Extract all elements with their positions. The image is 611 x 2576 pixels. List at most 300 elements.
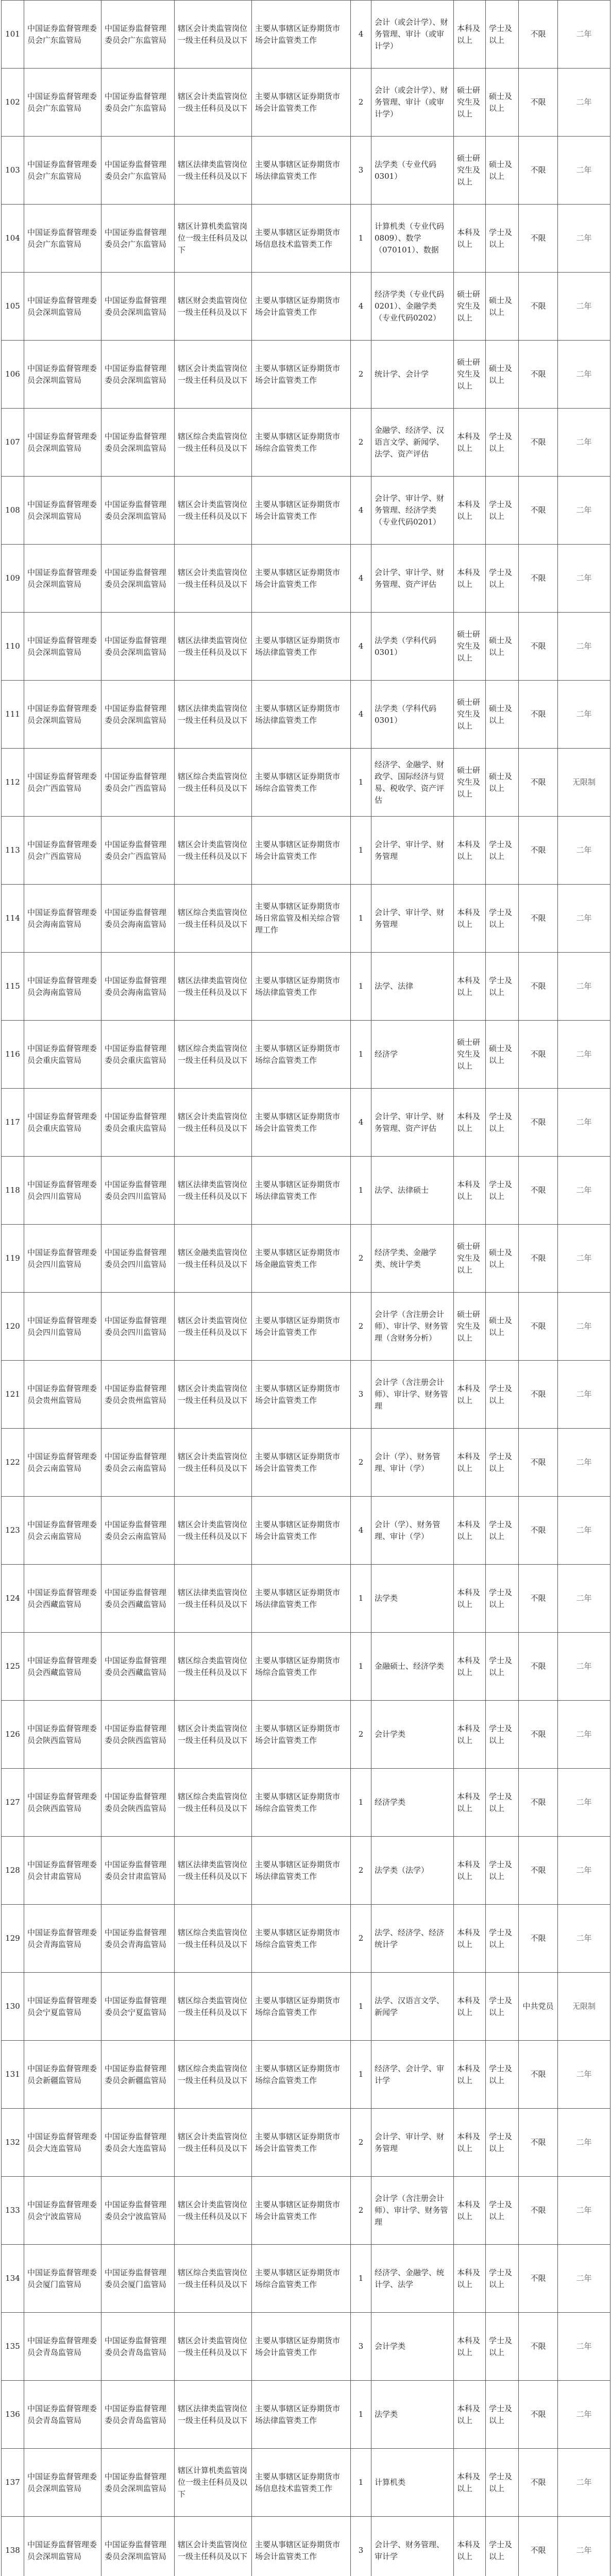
other-requirement-cell: 不限 <box>519 1225 558 1293</box>
degree-cell: 硕士及以上 <box>486 1225 519 1293</box>
row-number: 120 <box>2 1293 24 1361</box>
row-number: 118 <box>2 1157 24 1225</box>
department-cell: 中国证券监督管理委员会四川监管局 <box>101 1293 175 1361</box>
major-cell: 统计学、会计学 <box>371 341 454 409</box>
headcount-cell: 2 <box>351 1429 371 1497</box>
remark-cell: 二年 <box>558 1361 610 1429</box>
table-row <box>2 1905 610 1973</box>
education-cell: 本科及以上 <box>454 1769 486 1837</box>
organization-cell: 中国证券监督管理委员会陕西监管局 <box>24 1769 101 1837</box>
major-cell: 会计学（含注册会计师）、审计学、财务管理 <box>371 1361 454 1429</box>
department-cell: 中国证券监督管理委员会深圳监管局 <box>101 477 175 545</box>
position-cell: 辖区法律类监管岗位一级主任科员及以下 <box>175 1157 252 1225</box>
job-description-cell: 主要从事辖区证券期货市场会计监管类工作 <box>252 1361 351 1429</box>
position-cell: 辖区综合类监管岗位一级主任科员及以下 <box>175 2245 252 2313</box>
table-row <box>2 2109 610 2177</box>
degree-cell: 学士及以上 <box>486 1497 519 1565</box>
organization-cell: 中国证券监督管理委员会广西监管局 <box>24 817 101 885</box>
remark-cell: 二年 <box>558 2177 610 2245</box>
department-cell: 中国证券监督管理委员会重庆监管局 <box>101 1021 175 1089</box>
job-description-cell: 主要从事辖区证券期货市场会计监管类工作 <box>252 2517 351 2576</box>
position-cell: 辖区法律类监管岗位一级主任科员及以下 <box>175 613 252 681</box>
other-requirement-cell: 不限 <box>519 1089 558 1157</box>
organization-cell: 中国证券监督管理委员会深圳监管局 <box>24 2517 101 2576</box>
position-cell: 辖区会计类监管岗位一级主任科员及以下 <box>175 69 252 137</box>
headcount-cell: 3 <box>351 1361 371 1429</box>
row-number: 114 <box>2 885 24 953</box>
organization-cell: 中国证券监督管理委员会青岛监管局 <box>24 2313 101 2381</box>
degree-cell: 学士及以上 <box>486 1089 519 1157</box>
organization-cell: 中国证券监督管理委员会云南监管局 <box>24 1429 101 1497</box>
department-cell: 中国证券监督管理委员会宁波监管局 <box>101 2177 175 2245</box>
other-requirement-cell: 中共党员 <box>519 1973 558 2041</box>
row-number: 138 <box>2 2517 24 2576</box>
job-description-cell: 主要从事辖区证券期货市场会计监管类工作 <box>252 817 351 885</box>
major-cell: 会计（学）、财务管理、审计（学） <box>371 1497 454 1565</box>
other-requirement-cell: 不限 <box>519 69 558 137</box>
position-cell: 辖区会计类监管岗位一级主任科员及以下 <box>175 1429 252 1497</box>
remark-cell: 二年 <box>558 817 610 885</box>
job-description-cell: 主要从事辖区证券期货市场法律监管类工作 <box>252 1565 351 1633</box>
remark-cell: 二年 <box>558 1089 610 1157</box>
table-row <box>2 817 610 885</box>
position-cell: 辖区会计类监管岗位一级主任科员及以下 <box>175 1293 252 1361</box>
organization-cell: 中国证券监督管理委员会云南监管局 <box>24 1497 101 1565</box>
organization-cell: 中国证券监督管理委员会深圳监管局 <box>24 681 101 749</box>
job-description-cell: 主要从事辖区证券期货市场会计监管类工作 <box>252 1429 351 1497</box>
position-cell: 辖区会计类监管岗位一级主任科员及以下 <box>175 2109 252 2177</box>
table-row <box>2 1 610 69</box>
major-cell: 会计学、审计学、财务管理、资产评估 <box>371 1089 454 1157</box>
job-description-cell: 主要从事辖区证券期货市场法律监管类工作 <box>252 2381 351 2449</box>
table-row <box>2 205 610 273</box>
row-number: 112 <box>2 749 24 817</box>
degree-cell: 学士及以上 <box>486 2177 519 2245</box>
organization-cell: 中国证券监督管理委员会深圳监管局 <box>24 613 101 681</box>
major-cell: 经济学 <box>371 1021 454 1089</box>
position-cell: 辖区计算机类监管岗位一级主任科员及以下 <box>175 205 252 273</box>
headcount-cell: 1 <box>351 1021 371 1089</box>
row-number: 101 <box>2 1 24 69</box>
other-requirement-cell: 不限 <box>519 2041 558 2109</box>
major-cell: 法学类（学科代码0301） <box>371 613 454 681</box>
department-cell: 中国证券监督管理委员会青海监管局 <box>101 1905 175 1973</box>
education-cell: 本科及以上 <box>454 409 486 477</box>
education-cell: 本科及以上 <box>454 953 486 1021</box>
row-number: 115 <box>2 953 24 1021</box>
table-row <box>2 1633 610 1701</box>
position-cell: 辖区法律类监管岗位一级主任科员及以下 <box>175 681 252 749</box>
organization-cell: 中国证券监督管理委员会深圳监管局 <box>24 2449 101 2517</box>
remark-cell: 二年 <box>558 2381 610 2449</box>
table-row <box>2 1497 610 1565</box>
job-description-cell: 主要从事辖区证券期货市场会计监管类工作 <box>252 1089 351 1157</box>
headcount-cell: 1 <box>351 2381 371 2449</box>
remark-cell: 无限制 <box>558 1973 610 2041</box>
major-cell: 计算机类（专业代码0809）、数学（070101）、数据 <box>371 205 454 273</box>
headcount-cell: 1 <box>351 749 371 817</box>
degree-cell: 硕士及以上 <box>486 273 519 341</box>
table-body <box>2 1 610 2576</box>
position-cell: 辖区会计类监管岗位一级主任科员及以下 <box>175 1497 252 1565</box>
row-number: 105 <box>2 273 24 341</box>
position-cell: 辖区会计类监管岗位一级主任科员及以下 <box>175 341 252 409</box>
row-number: 111 <box>2 681 24 749</box>
job-description-cell: 主要从事辖区证券期货市场综合监管类工作 <box>252 1633 351 1701</box>
row-number: 124 <box>2 1565 24 1633</box>
education-cell: 本科及以上 <box>454 1905 486 1973</box>
department-cell: 中国证券监督管理委员会深圳监管局 <box>101 409 175 477</box>
job-description-cell: 主要从事辖区证券期货市场金融监管类工作 <box>252 1225 351 1293</box>
table-row <box>2 1225 610 1293</box>
job-description-cell: 主要从事辖区证券期货市场综合监管类工作 <box>252 1973 351 2041</box>
row-number: 131 <box>2 2041 24 2109</box>
headcount-cell: 4 <box>351 545 371 613</box>
job-description-cell: 主要从事辖区证券期货市场会计监管类工作 <box>252 2109 351 2177</box>
department-cell: 中国证券监督管理委员会广西监管局 <box>101 749 175 817</box>
job-description-cell: 主要从事辖区证券期货市场信息技术监管类工作 <box>252 2449 351 2517</box>
education-cell: 本科及以上 <box>454 885 486 953</box>
department-cell: 中国证券监督管理委员会海南监管局 <box>101 953 175 1021</box>
position-cell: 辖区会计类监管岗位一级主任科员及以下 <box>175 1361 252 1429</box>
position-cell: 辖区会计类监管岗位一级主任科员及以下 <box>175 2517 252 2576</box>
table-row <box>2 2517 610 2576</box>
department-cell: 中国证券监督管理委员会贵州监管局 <box>101 1361 175 1429</box>
organization-cell: 中国证券监督管理委员会重庆监管局 <box>24 1021 101 1089</box>
education-cell: 硕士研究生及以上 <box>454 1021 486 1089</box>
degree-cell: 学士及以上 <box>486 2313 519 2381</box>
table-row <box>2 409 610 477</box>
headcount-cell: 1 <box>351 953 371 1021</box>
other-requirement-cell: 不限 <box>519 2313 558 2381</box>
table-row <box>2 1837 610 1905</box>
department-cell: 中国证券监督管理委员会新疆监管局 <box>101 2041 175 2109</box>
position-cell: 辖区综合类监管岗位一级主任科员及以下 <box>175 1905 252 1973</box>
education-cell: 本科及以上 <box>454 1 486 69</box>
major-cell: 会计学、审计学、财务管理、经济学类（专业代码0201） <box>371 477 454 545</box>
job-description-cell: 主要从事辖区证券期货市场会计监管类工作 <box>252 273 351 341</box>
major-cell: 会计学、财务管理、审计学 <box>371 2517 454 2576</box>
position-cell: 辖区法律类监管岗位一级主任科员及以下 <box>175 1565 252 1633</box>
organization-cell: 中国证券监督管理委员会陕西监管局 <box>24 1701 101 1769</box>
remark-cell: 二年 <box>558 613 610 681</box>
other-requirement-cell: 不限 <box>519 205 558 273</box>
degree-cell: 硕士及以上 <box>486 137 519 205</box>
major-cell: 会计学（含注册会计师）、审计学、财务管理（含财务分析） <box>371 1293 454 1361</box>
major-cell: 经济学、金融学、统计学、法学 <box>371 2245 454 2313</box>
organization-cell: 中国证券监督管理委员会广东监管局 <box>24 1 101 69</box>
other-requirement-cell: 不限 <box>519 885 558 953</box>
remark-cell: 二年 <box>558 681 610 749</box>
row-number: 129 <box>2 1905 24 1973</box>
remark-cell: 二年 <box>558 2449 610 2517</box>
department-cell: 中国证券监督管理委员会大连监管局 <box>101 2109 175 2177</box>
other-requirement-cell: 不限 <box>519 137 558 205</box>
position-cell: 辖区综合类监管岗位一级主任科员及以下 <box>175 749 252 817</box>
education-cell: 本科及以上 <box>454 1157 486 1225</box>
other-requirement-cell: 不限 <box>519 953 558 1021</box>
department-cell: 中国证券监督管理委员会厦门监管局 <box>101 2245 175 2313</box>
remark-cell: 二年 <box>558 1633 610 1701</box>
row-number: 128 <box>2 1837 24 1905</box>
other-requirement-cell: 不限 <box>519 341 558 409</box>
education-cell: 硕士研究生及以上 <box>454 341 486 409</box>
remark-cell: 二年 <box>558 409 610 477</box>
department-cell: 中国证券监督管理委员会陕西监管局 <box>101 1701 175 1769</box>
other-requirement-cell: 不限 <box>519 1565 558 1633</box>
department-cell: 中国证券监督管理委员会青岛监管局 <box>101 2381 175 2449</box>
remark-cell: 二年 <box>558 137 610 205</box>
degree-cell: 学士及以上 <box>486 1361 519 1429</box>
organization-cell: 中国证券监督管理委员会海南监管局 <box>24 953 101 1021</box>
major-cell: 法学类（专业代码0301） <box>371 137 454 205</box>
organization-cell: 中国证券监督管理委员会四川监管局 <box>24 1293 101 1361</box>
row-number: 126 <box>2 1701 24 1769</box>
job-description-cell: 主要从事辖区证券期货市场会计监管类工作 <box>252 545 351 613</box>
department-cell: 中国证券监督管理委员会深圳监管局 <box>101 2449 175 2517</box>
other-requirement-cell: 不限 <box>519 2381 558 2449</box>
headcount-cell: 1 <box>351 1565 371 1633</box>
job-description-cell: 主要从事辖区证券期货市场日常监管及相关综合管理工作 <box>252 885 351 953</box>
education-cell: 本科及以上 <box>454 2041 486 2109</box>
table-row <box>2 341 610 409</box>
organization-cell: 中国证券监督管理委员会大连监管局 <box>24 2109 101 2177</box>
job-description-cell: 主要从事辖区证券期货市场法律监管类工作 <box>252 1157 351 1225</box>
major-cell: 会计学、审计学、财务管理 <box>371 885 454 953</box>
major-cell: 金融学、经济学、汉语言文学、新闻学、法学、资产评估 <box>371 409 454 477</box>
department-cell: 中国证券监督管理委员会广东监管局 <box>101 137 175 205</box>
major-cell: 会计学（含注册会计师）、审计学、财务管理 <box>371 2177 454 2245</box>
remark-cell: 二年 <box>558 1565 610 1633</box>
job-description-cell: 主要从事辖区证券期货市场会计监管类工作 <box>252 2177 351 2245</box>
position-cell: 辖区综合类监管岗位一级主任科员及以下 <box>175 1973 252 2041</box>
headcount-cell: 1 <box>351 2449 371 2517</box>
headcount-cell: 2 <box>351 69 371 137</box>
major-cell: 经济学类（专业代码0201）、金融学类（专业代码0202） <box>371 273 454 341</box>
other-requirement-cell: 不限 <box>519 477 558 545</box>
job-description-cell: 主要从事辖区证券期货市场法律监管类工作 <box>252 1837 351 1905</box>
row-number: 103 <box>2 137 24 205</box>
organization-cell: 中国证券监督管理委员会厦门监管局 <box>24 2245 101 2313</box>
remark-cell: 二年 <box>558 2517 610 2576</box>
row-number: 137 <box>2 2449 24 2517</box>
organization-cell: 中国证券监督管理委员会广东监管局 <box>24 137 101 205</box>
position-cell: 辖区法律类监管岗位一级主任科员及以下 <box>175 2381 252 2449</box>
headcount-cell: 1 <box>351 2245 371 2313</box>
row-number: 106 <box>2 341 24 409</box>
position-cell: 辖区会计类监管岗位一级主任科员及以下 <box>175 2313 252 2381</box>
degree-cell: 学士及以上 <box>486 1905 519 1973</box>
degree-cell: 硕士及以上 <box>486 681 519 749</box>
remark-cell: 二年 <box>558 1837 610 1905</box>
table-row <box>2 1769 610 1837</box>
table-row <box>2 885 610 953</box>
education-cell: 本科及以上 <box>454 1089 486 1157</box>
job-description-cell: 主要从事辖区证券期货市场综合监管类工作 <box>252 2245 351 2313</box>
department-cell: 中国证券监督管理委员会深圳监管局 <box>101 2517 175 2576</box>
organization-cell: 中国证券监督管理委员会深圳监管局 <box>24 341 101 409</box>
organization-cell: 中国证券监督管理委员会深圳监管局 <box>24 477 101 545</box>
job-description-cell: 主要从事辖区证券期货市场综合监管类工作 <box>252 2041 351 2109</box>
education-cell: 本科及以上 <box>454 2381 486 2449</box>
row-number: 133 <box>2 2177 24 2245</box>
headcount-cell: 1 <box>351 817 371 885</box>
department-cell: 中国证券监督管理委员会重庆监管局 <box>101 1089 175 1157</box>
remark-cell: 二年 <box>558 477 610 545</box>
row-number: 127 <box>2 1769 24 1837</box>
job-description-cell: 主要从事辖区证券期货市场会计监管类工作 <box>252 477 351 545</box>
headcount-cell: 1 <box>351 2041 371 2109</box>
degree-cell: 学士及以上 <box>486 2449 519 2517</box>
degree-cell: 学士及以上 <box>486 953 519 1021</box>
major-cell: 会计（或会计学）、财务管理、审计（或审计学） <box>371 69 454 137</box>
job-description-cell: 主要从事辖区证券期货市场综合监管类工作 <box>252 1905 351 1973</box>
remark-cell: 二年 <box>558 545 610 613</box>
organization-cell: 中国证券监督管理委员会四川监管局 <box>24 1225 101 1293</box>
organization-cell: 中国证券监督管理委员会海南监管局 <box>24 885 101 953</box>
other-requirement-cell: 不限 <box>519 545 558 613</box>
position-cell: 辖区综合类监管岗位一级主任科员及以下 <box>175 409 252 477</box>
organization-cell: 中国证券监督管理委员会甘肃监管局 <box>24 1837 101 1905</box>
organization-cell: 中国证券监督管理委员会深圳监管局 <box>24 409 101 477</box>
major-cell: 会计学类 <box>371 2313 454 2381</box>
major-cell: 计算机类 <box>371 2449 454 2517</box>
job-description-cell: 主要从事辖区证券期货市场会计监管类工作 <box>252 1 351 69</box>
position-cell: 辖区计算机类监管岗位一级主任科员及以下 <box>175 2449 252 2517</box>
headcount-cell: 2 <box>351 2177 371 2245</box>
education-cell: 本科及以上 <box>454 2177 486 2245</box>
table-row <box>2 749 610 817</box>
department-cell: 中国证券监督管理委员会宁夏监管局 <box>101 1973 175 2041</box>
organization-cell: 中国证券监督管理委员会广东监管局 <box>24 69 101 137</box>
department-cell: 中国证券监督管理委员会西藏监管局 <box>101 1565 175 1633</box>
headcount-cell: 3 <box>351 137 371 205</box>
job-description-cell: 主要从事辖区证券期货市场法律监管类工作 <box>252 953 351 1021</box>
department-cell: 中国证券监督管理委员会广西监管局 <box>101 817 175 885</box>
row-number: 134 <box>2 2245 24 2313</box>
degree-cell: 学士及以上 <box>486 2041 519 2109</box>
row-number: 107 <box>2 409 24 477</box>
degree-cell: 硕士及以上 <box>486 341 519 409</box>
position-cell: 辖区法律类监管岗位一级主任科员及以下 <box>175 137 252 205</box>
remark-cell: 二年 <box>558 1429 610 1497</box>
other-requirement-cell: 不限 <box>519 2177 558 2245</box>
education-cell: 硕士研究生及以上 <box>454 613 486 681</box>
education-cell: 本科及以上 <box>454 817 486 885</box>
remark-cell: 二年 <box>558 2245 610 2313</box>
department-cell: 中国证券监督管理委员会海南监管局 <box>101 885 175 953</box>
department-cell: 中国证券监督管理委员会青岛监管局 <box>101 2313 175 2381</box>
education-cell: 本科及以上 <box>454 1973 486 2041</box>
row-number: 108 <box>2 477 24 545</box>
degree-cell: 学士及以上 <box>486 1633 519 1701</box>
degree-cell: 学士及以上 <box>486 1973 519 2041</box>
degree-cell: 硕士及以上 <box>486 69 519 137</box>
major-cell: 法学类 <box>371 2381 454 2449</box>
job-description-cell: 主要从事辖区证券期货市场综合监管类工作 <box>252 1769 351 1837</box>
education-cell: 硕士研究生及以上 <box>454 69 486 137</box>
table-row <box>2 2245 610 2313</box>
major-cell: 法学、法律 <box>371 953 454 1021</box>
position-cell: 辖区综合类监管岗位一级主任科员及以下 <box>175 885 252 953</box>
other-requirement-cell: 不限 <box>519 1837 558 1905</box>
table-row <box>2 2041 610 2109</box>
education-cell: 本科及以上 <box>454 1361 486 1429</box>
remark-cell: 二年 <box>558 1769 610 1837</box>
job-description-cell: 主要从事辖区证券期货市场法律监管类工作 <box>252 613 351 681</box>
organization-cell: 中国证券监督管理委员会重庆监管局 <box>24 1089 101 1157</box>
position-cell: 辖区会计类监管岗位一级主任科员及以下 <box>175 545 252 613</box>
position-cell: 辖区综合类监管岗位一级主任科员及以下 <box>175 1633 252 1701</box>
major-cell: 经济学类 <box>371 1769 454 1837</box>
education-cell: 本科及以上 <box>454 2245 486 2313</box>
job-description-cell: 主要从事辖区证券期货市场综合监管类工作 <box>252 409 351 477</box>
other-requirement-cell: 不限 <box>519 2517 558 2576</box>
row-number: 109 <box>2 545 24 613</box>
headcount-cell: 3 <box>351 2313 371 2381</box>
degree-cell: 学士及以上 <box>486 2245 519 2313</box>
table-row <box>2 1429 610 1497</box>
headcount-cell: 1 <box>351 205 371 273</box>
headcount-cell: 2 <box>351 409 371 477</box>
education-cell: 本科及以上 <box>454 2517 486 2576</box>
job-description-cell: 主要从事辖区证券期货市场综合监管类工作 <box>252 1021 351 1089</box>
table-row <box>2 1565 610 1633</box>
remark-cell: 二年 <box>558 2313 610 2381</box>
row-number: 130 <box>2 1973 24 2041</box>
row-number: 121 <box>2 1361 24 1429</box>
remark-cell: 二年 <box>558 1497 610 1565</box>
education-cell: 硕士研究生及以上 <box>454 137 486 205</box>
table-row <box>2 1701 610 1769</box>
row-number: 110 <box>2 613 24 681</box>
major-cell: 经济学类、金融学类、统计学类 <box>371 1225 454 1293</box>
table-row <box>2 1293 610 1361</box>
headcount-cell: 2 <box>351 1837 371 1905</box>
headcount-cell: 1 <box>351 1769 371 1837</box>
education-cell: 硕士研究生及以上 <box>454 273 486 341</box>
headcount-cell: 4 <box>351 681 371 749</box>
other-requirement-cell: 不限 <box>519 1293 558 1361</box>
degree-cell: 硕士及以上 <box>486 749 519 817</box>
degree-cell: 硕士及以上 <box>486 1021 519 1089</box>
major-cell: 法学类 <box>371 1565 454 1633</box>
remark-cell: 二年 <box>558 205 610 273</box>
major-cell: 法学类（学科代码0301） <box>371 681 454 749</box>
other-requirement-cell: 不限 <box>519 1905 558 1973</box>
job-description-cell: 主要从事辖区证券期货市场综合监管类工作 <box>252 749 351 817</box>
degree-cell: 学士及以上 <box>486 817 519 885</box>
major-cell: 金融硕士、经济学类 <box>371 1633 454 1701</box>
headcount-cell: 4 <box>351 613 371 681</box>
table-row <box>2 613 610 681</box>
job-description-cell: 主要从事辖区证券期货市场会计监管类工作 <box>252 1293 351 1361</box>
education-cell: 本科及以上 <box>454 2449 486 2517</box>
major-cell: 经济学、金融学、财政学、国际经济与贸易、税收学、资产评估 <box>371 749 454 817</box>
other-requirement-cell: 不限 <box>519 681 558 749</box>
other-requirement-cell: 不限 <box>519 1429 558 1497</box>
position-cell: 辖区会计类监管岗位一级主任科员及以下 <box>175 477 252 545</box>
department-cell: 中国证券监督管理委员会四川监管局 <box>101 1157 175 1225</box>
major-cell: 会计（学）、财务管理、审计（学） <box>371 1429 454 1497</box>
organization-cell: 中国证券监督管理委员会广东监管局 <box>24 205 101 273</box>
organization-cell: 中国证券监督管理委员会宁波监管局 <box>24 2177 101 2245</box>
education-cell: 本科及以上 <box>454 2313 486 2381</box>
position-cell: 辖区会计类监管岗位一级主任科员及以下 <box>175 2177 252 2245</box>
table-row <box>2 1089 610 1157</box>
degree-cell: 学士及以上 <box>486 2109 519 2177</box>
remark-cell: 二年 <box>558 2109 610 2177</box>
